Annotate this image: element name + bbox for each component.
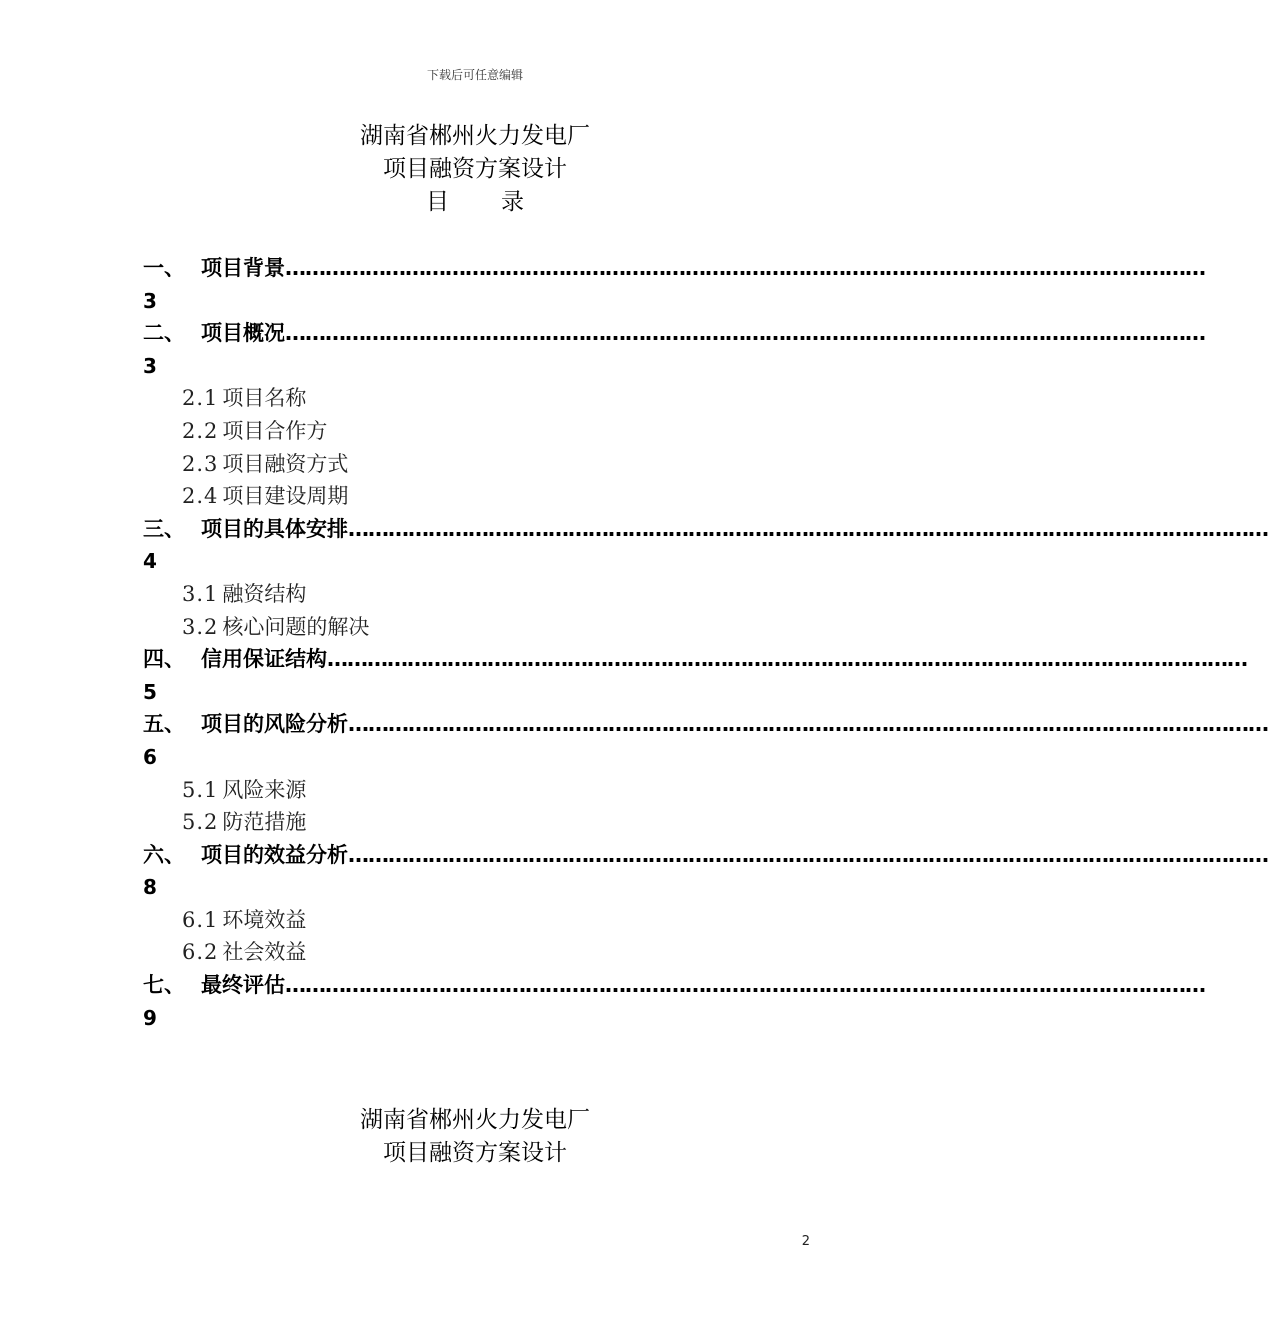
toc-subentry-label: 防范措施 (222, 810, 307, 835)
toc-entry-page: 4 (143, 549, 157, 574)
toc-entry-page: 8 (143, 875, 157, 900)
toc-entry[interactable] (143, 708, 1268, 741)
toc-entry-number: 三、 (143, 516, 185, 541)
document-title (0, 120, 950, 219)
toc-entry-label: 项目背景 (201, 256, 285, 280)
title-line-1: 湖南省郴州火力发电厂 (360, 123, 590, 149)
toc-subentry-number: 2.4 (182, 484, 219, 509)
toc-subentry[interactable] (143, 382, 808, 415)
toc-entry[interactable] (143, 513, 1268, 546)
toc-entry[interactable] (143, 317, 1205, 350)
toc-subentry-label: 核心问题的解决 (222, 614, 370, 639)
toc-subentry-number: 6.2 (182, 940, 219, 965)
toc-subentry-label: 项目建设周期 (222, 484, 349, 509)
toc-entry-page: 5 (143, 679, 157, 704)
toc-subentry-number: 3.1 (182, 581, 219, 606)
toc-entry[interactable] (143, 969, 1205, 1002)
toc-dot-leader: ………………………………………………………………………………………………………………………… (348, 516, 1268, 541)
toc-subentry-number: 2.3 (182, 451, 219, 476)
toc-entry-label: 项目的风险分析 (201, 712, 348, 737)
toc-subentry-label: 社会效益 (222, 940, 307, 965)
toc-entry-number: 六、 (143, 842, 185, 867)
toc-entry-page: 3 (143, 353, 157, 378)
toc-entry[interactable] (143, 252, 1205, 285)
toc-subentry-number: 5.2 (182, 810, 219, 835)
toc-subentry[interactable] (143, 936, 808, 969)
toc-subentry[interactable] (143, 774, 808, 807)
toc-dot-leader: ………………………………………………………………………………………………………………………… (285, 256, 1205, 280)
header-note: 下载后可任意编辑 (426, 68, 523, 82)
toc-subentry-label: 项目名称 (222, 386, 307, 411)
toc-entry-page: 9 (143, 1005, 157, 1030)
toc-subentry-number: 6.1 (182, 907, 219, 932)
second-title-line-1: 湖南省郴州火力发电厂 (360, 1107, 590, 1133)
toc-subentry[interactable] (143, 611, 808, 644)
toc-entry-label: 项目的具体安排 (201, 516, 348, 541)
title-line-2: 项目融资方案设计 (383, 156, 567, 182)
toc-subentry[interactable] (143, 448, 808, 481)
toc-entry-label: 信用保证结构 (201, 647, 327, 672)
toc-subentry-label: 项目合作方 (222, 418, 328, 443)
toc-dot-leader: ………………………………………………………………………………………………………………………… (348, 842, 1268, 867)
toc-entry-label: 最终评估 (201, 973, 285, 998)
toc-subentry[interactable] (143, 480, 808, 513)
toc-entry-number: 二、 (143, 321, 185, 346)
toc-subentry-label: 项目融资方式 (222, 451, 349, 476)
toc-heading-right: 录 (501, 189, 524, 215)
toc-entry-number: 四、 (143, 647, 185, 672)
toc-subentry-label: 风险来源 (222, 777, 307, 802)
toc-heading (0, 186, 950, 219)
toc-subentry[interactable] (143, 904, 808, 937)
second-title-line-2: 项目融资方案设计 (383, 1140, 567, 1166)
toc-subentry[interactable] (143, 806, 808, 839)
toc-entry-number: 五、 (143, 712, 185, 737)
toc-subentry-label: 环境效益 (222, 907, 307, 932)
toc-subentry[interactable] (143, 415, 808, 448)
toc-dot-leader: ………………………………………………………………………………………………………………………… (285, 321, 1205, 346)
toc-entry-number: 一、 (143, 256, 185, 280)
toc-dot-leader: ………………………………………………………………………………………………………………………… (327, 647, 1247, 672)
table-of-contents (143, 252, 1268, 1034)
page-number: 2 (801, 1234, 810, 1249)
toc-dot-leader: ………………………………………………………………………………………………………………………… (285, 973, 1205, 998)
toc-subentry-label: 融资结构 (222, 581, 307, 606)
toc-entry[interactable] (143, 839, 1268, 872)
second-title (0, 1104, 950, 1170)
toc-entry-label: 项目概况 (201, 321, 285, 346)
toc-entry-label: 项目的效益分析 (201, 842, 348, 867)
toc-heading-left: 目 (426, 189, 449, 215)
toc-entry-page: 6 (143, 744, 157, 769)
toc-entry-number: 七、 (143, 973, 185, 998)
toc-subentry-number: 2.1 (182, 386, 219, 411)
toc-subentry-number: 3.2 (182, 614, 219, 639)
toc-entry-page: 3 (143, 288, 157, 313)
toc-entry[interactable] (143, 643, 1247, 676)
toc-dot-leader: ………………………………………………………………………………………………………………………… (348, 712, 1268, 737)
toc-subentry-number: 2.2 (182, 418, 219, 443)
toc-subentry[interactable] (143, 578, 808, 611)
toc-subentry-number: 5.1 (182, 777, 219, 802)
